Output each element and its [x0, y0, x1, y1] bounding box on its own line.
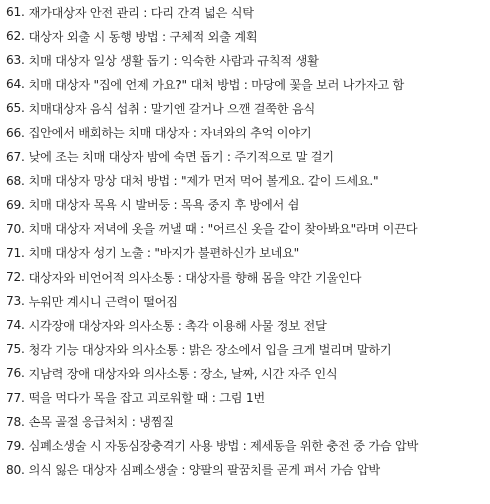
item-number: 76. — [6, 366, 25, 381]
numbered-list — [6, 0, 488, 482]
list-item — [6, 241, 488, 265]
item-number: 61. — [6, 5, 25, 20]
item-number: 68. — [6, 173, 25, 188]
item-number: 67. — [6, 149, 25, 164]
list-item — [6, 72, 488, 96]
item-number: 79. — [6, 438, 25, 453]
item-number: 62. — [6, 29, 25, 44]
item-number: 64. — [6, 77, 25, 92]
item-text: 누워만 계시니 근력이 떨어짐 — [28, 294, 178, 309]
item-text: 치매대상자 음식 섭취 : 말기엔 갈거나 으깬 걸쭉한 음식 — [28, 101, 315, 116]
item-text: 집안에서 배회하는 치매 대상자 : 자녀와의 추억 이야기 — [28, 126, 312, 141]
list-item — [6, 193, 488, 217]
item-number: 63. — [6, 53, 25, 68]
item-number: 70. — [6, 221, 25, 236]
list-item — [6, 0, 488, 24]
item-number: 77. — [6, 390, 25, 405]
item-text: 치매 대상자 저녁에 옷을 꺼낼 때 : "어르신 옷을 같이 찾아봐요"라며 이끈다 — [28, 222, 418, 237]
item-text: 의식 잃은 대상자 심폐소생술 : 양팔의 팔꿈치를 곧게 펴서 가슴 압박 — [28, 463, 380, 478]
list-item — [6, 96, 488, 120]
item-number: 80. — [6, 462, 25, 477]
list-item — [6, 361, 488, 385]
list-item — [6, 313, 488, 337]
item-text: 대상자와 비언어적 의사소통 : 대상자를 향해 몸을 약간 기울인다 — [28, 270, 362, 285]
item-number: 72. — [6, 270, 25, 285]
list-item — [6, 458, 488, 482]
item-number: 78. — [6, 414, 25, 429]
item-number: 75. — [6, 342, 25, 357]
list-item — [6, 120, 488, 144]
list-item — [6, 217, 488, 241]
item-text: 낮에 조는 치매 대상자 밤에 숙면 돕기 : 주기적으로 말 걸기 — [28, 150, 334, 165]
item-number: 65. — [6, 101, 25, 116]
item-text: 지남력 장애 대상자와 의사소통 : 장소, 날짜, 시간 자주 인식 — [28, 366, 338, 381]
item-text: 시각장애 대상자와 의사소통 : 촉각 이용해 사물 정보 전달 — [28, 318, 327, 333]
item-text: 치매 대상자 "집에 언제 가요?" 대처 방법 : 마당에 꽃을 보러 나가자고 함 — [28, 77, 405, 92]
item-text: 치매 대상자 망상 대처 방법 : "제가 먼저 먹어 볼게요. 같이 드세요." — [28, 174, 379, 189]
item-text: 손목 골절 응급처치 : 냉찜질 — [28, 415, 174, 430]
item-text: 심폐소생술 시 자동심장충격기 사용 방법 : 제세동을 위한 충전 중 가슴 압박 — [28, 439, 419, 454]
item-number: 66. — [6, 125, 25, 140]
list-item — [6, 289, 488, 313]
list-item — [6, 386, 488, 410]
list-item — [6, 24, 488, 48]
item-number: 74. — [6, 318, 25, 333]
list-item — [6, 410, 488, 434]
item-number: 69. — [6, 197, 25, 212]
item-text: 재가대상자 안전 관리 : 다리 간격 넓은 식탁 — [28, 5, 254, 20]
list-item — [6, 337, 488, 361]
item-text: 치매 대상자 성기 노출 : "바지가 불편하신가 보네요" — [28, 246, 300, 261]
item-number: 73. — [6, 294, 25, 309]
list-item — [6, 169, 488, 193]
item-number: 71. — [6, 245, 25, 260]
list-item — [6, 48, 488, 72]
item-text: 치매 대상자 일상 생활 돕기 : 익숙한 사람과 규칙적 생활 — [28, 53, 319, 68]
list-item — [6, 145, 488, 169]
item-text: 치매 대상자 목욕 시 발버둥 : 목욕 중지 후 방에서 쉼 — [28, 198, 300, 213]
list-item — [6, 265, 488, 289]
item-text: 청각 기능 대상자와 의사소통 : 밝은 장소에서 입을 크게 벌리며 말하기 — [28, 342, 392, 357]
list-item — [6, 434, 488, 458]
item-text: 떡을 먹다가 목을 잡고 괴로워할 때 : 그림 1번 — [28, 391, 265, 406]
item-text: 대상자 외출 시 동행 방법 : 구체적 외출 계획 — [28, 29, 258, 44]
